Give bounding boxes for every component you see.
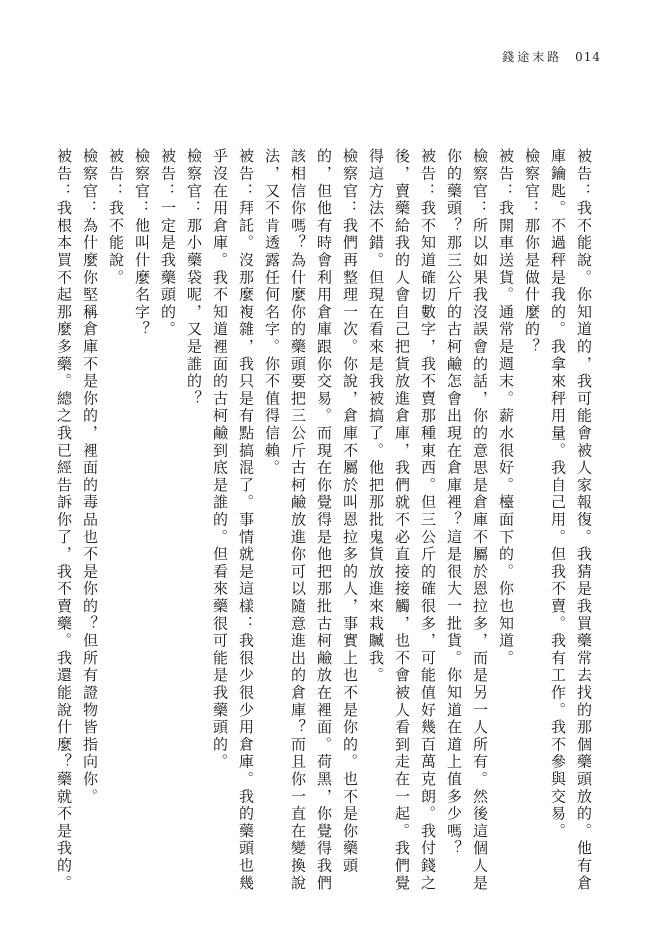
paragraph: 檢察官：那小藥袋呢，又是誰的？: [185, 148, 203, 408]
paragraph: 被告：我根本買不起那麼多藥。總之我已經告訴你了，我不賣藥。我還能說什麼？藥就不是我的。: [55, 148, 73, 892]
paragraph: 檢察官：我們再整理一次。你說，倉庫不屬於叫恩拉多的人，事實上也不是你的。也不是你藥頭的，但他有時會利用倉庫跟你交易。而現在你覺得是他把那批古柯鹼放在裡面。荷黑，你覺得我們該相信你嗎？為什麼你的藥頭要把三公斤古柯鹼放進你可以隨意進出的倉庫？而且你一直在變換說法，又不肯透露任何名字。你不值得信賴。: [263, 148, 359, 892]
paragraph: 被告：我不知道確切數字，我不賣那種東西。但三公斤的確很多，可能值好幾百萬克朗。我付錢之後，賣藥給我的人會自己把貨放進倉庫，我們就不必直接接觸，也不會被人看到走在一起。我們覺得這方法不錯。但現在看來是我被搞了。他把那批鬼貨放進來栽贓我。: [367, 148, 437, 892]
paragraph: 檢察官：那你是做什麼的？: [523, 148, 541, 356]
running-header: [502, 48, 601, 65]
paragraph: 檢察官：為什麼你堅稱倉庫不是你的，裡面的毒品也不是你的？但所有證物皆指向你。: [81, 148, 99, 806]
paragraph: 被告：一定是我藥頭的。: [159, 148, 177, 339]
paragraph: 檢察官：他叫什麼名字？: [133, 148, 151, 339]
transcript-body: [37, 118, 597, 898]
paragraph: 被告：我不能說。你知道的，我可能會被人家報復。我猜是我買藥常去找的那個藥頭放的。他有倉庫鑰匙。不過秤是我的。我拿來秤用量。我自己用。但我不賣。我有工作。我不參與交易。: [549, 148, 593, 892]
page-number: 014: [575, 50, 601, 64]
paragraph: 被告：我不能說。: [107, 148, 125, 287]
book-title: 錢途末路: [502, 50, 563, 64]
paragraph: 被告：拜託。沒那麼複雜，我只是有點搞混了。事情就是這樣：我很少很少用倉庫。我的藥頭也幾乎沒在用倉庫。我不知道裡面的古柯鹼到底是誰的。但看來藥很可能是我藥頭的。: [211, 148, 255, 892]
paragraph: 被告：我開車送貨。通常是週末。薪水很好。檯面下的。你也知道。: [497, 148, 515, 667]
paragraph: 檢察官：所以如果我沒誤會的話，你的意思是倉庫不屬於恩拉多，而是另一人所有。然後這個人是你的藥頭？那三公斤的古柯鹼怎會出現在倉庫裡？這是很大一批貨。你知道在道上值多少嗎？: [445, 148, 489, 892]
